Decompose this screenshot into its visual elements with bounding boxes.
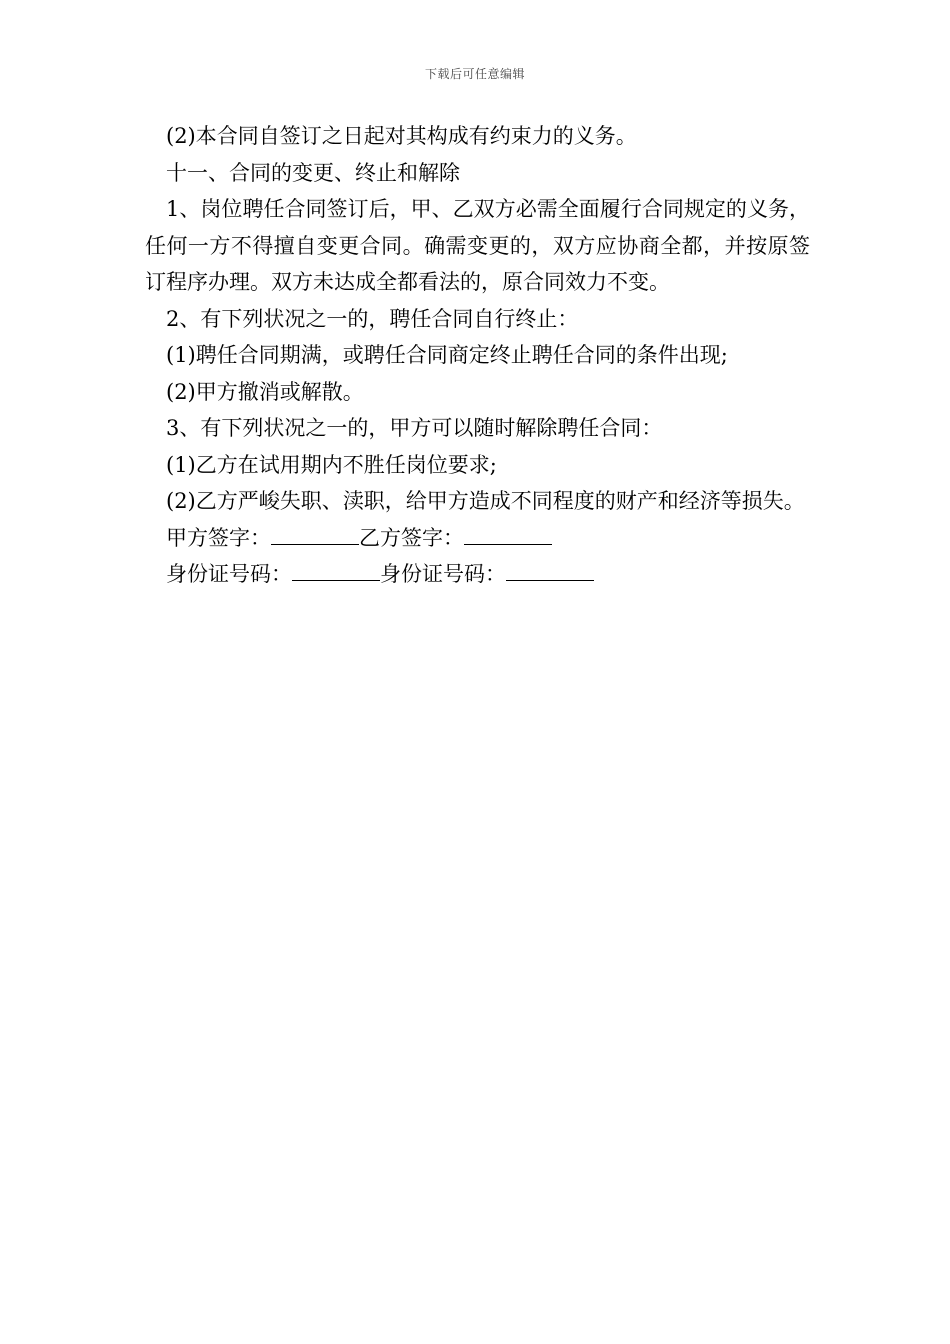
party-b-id-label: 身份证号码： xyxy=(380,562,506,586)
party-b-sign-label: 乙方签字： xyxy=(359,525,464,550)
party-a-id-label: 身份证号码： xyxy=(166,562,292,586)
paragraph-clause-2-item-2: (2)甲方撤消或解散。 xyxy=(166,379,364,404)
paragraph-1: (2)本合同自签订之日起对其构成有约束力的义务。 xyxy=(166,124,637,148)
section-heading-11: 十一、合同的变更、终止和解除 xyxy=(166,160,460,185)
paragraph-clause-1: 1、岗位聘任合同签订后，甲、乙双方必需全面履行合同规定的义务，任何一方不得擅自变更合同。确需变更的，双方应协商全都，并按原签订程序办理。双方未达成全都看法的，原合同效力不变。 xyxy=(145,197,810,294)
party-a-id-blank[interactable] xyxy=(292,560,380,581)
signature-line xyxy=(145,520,810,557)
party-a-sign-label: 甲方签字： xyxy=(166,525,271,550)
paragraph-clause-2: 2、有下列状况之一的，聘任合同自行终止： xyxy=(166,306,579,331)
paragraph-clause-3-item-2: (2)乙方严峻失职、渎职，给甲方造成不同程度的财产和经济等损失。 xyxy=(166,489,805,513)
party-b-sign-blank[interactable] xyxy=(464,524,552,545)
paragraph-clause-2-item-1: (1)聘任合同期满，或聘任合同商定终止聘任合同的条件出现; xyxy=(166,343,728,367)
id-number-line xyxy=(145,556,810,593)
document-body xyxy=(145,118,810,593)
paragraph-clause-3-item-1: (1)乙方在试用期内不胜任岗位要求; xyxy=(166,452,497,477)
paragraph-clause-3: 3、有下列状况之一的，甲方可以随时解除聘任合同： xyxy=(166,416,663,440)
page-header: 下载后可任意编辑 xyxy=(424,67,525,81)
party-a-sign-blank[interactable] xyxy=(271,524,359,545)
party-b-id-blank[interactable] xyxy=(506,560,594,581)
